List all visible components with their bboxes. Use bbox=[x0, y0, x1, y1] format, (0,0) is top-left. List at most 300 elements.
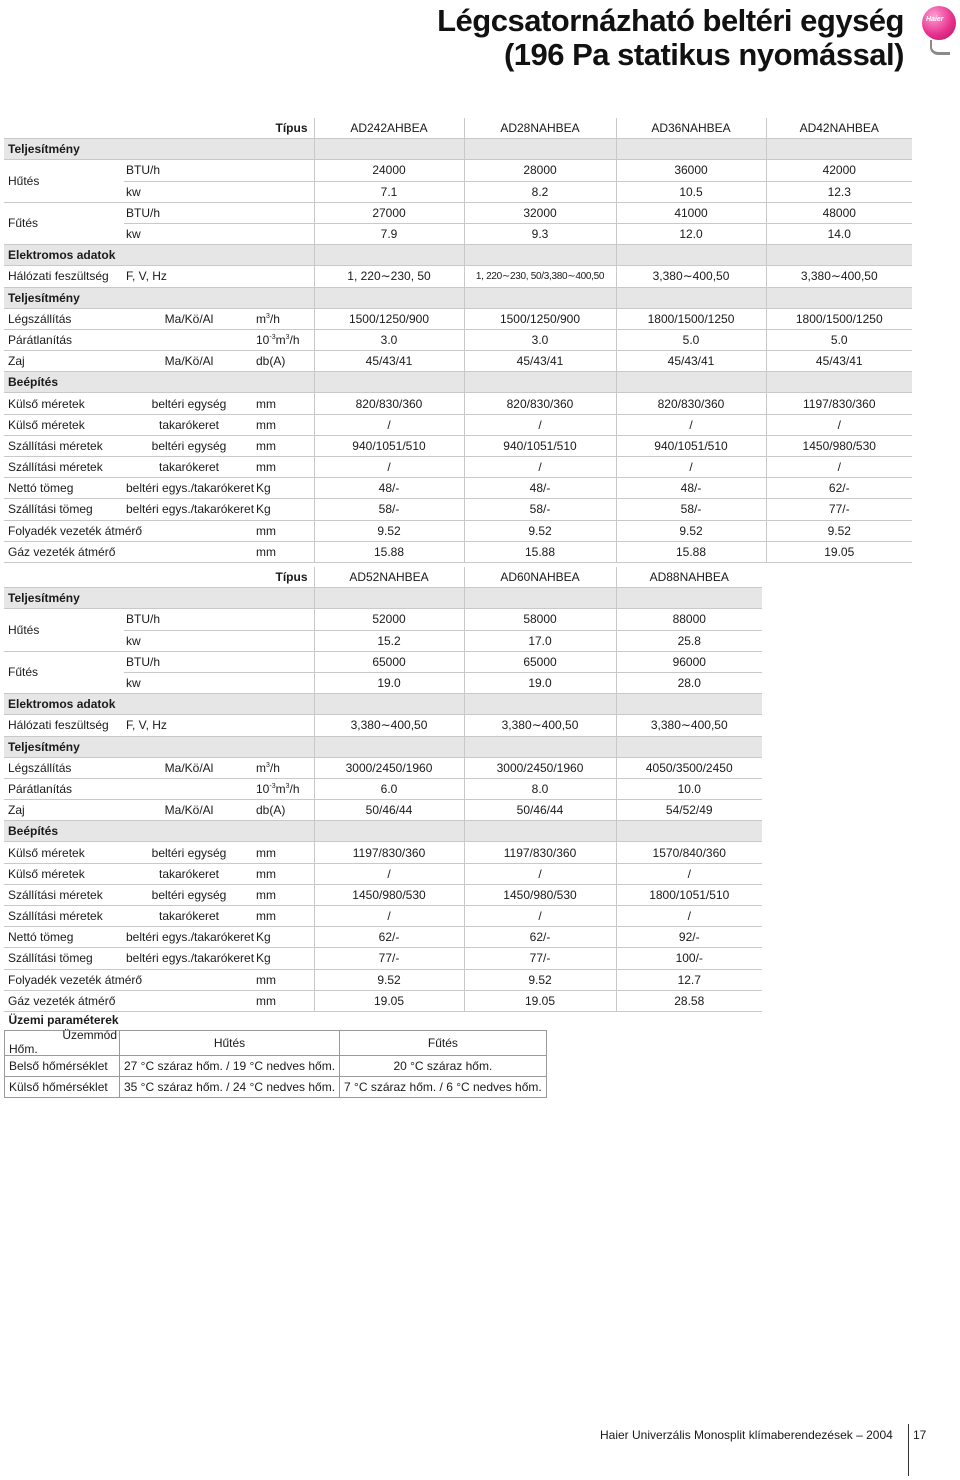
data-row bbox=[4, 906, 762, 927]
section-title: Teljesítmény bbox=[4, 736, 314, 757]
data-row bbox=[4, 757, 762, 778]
unit-part: 10 bbox=[256, 781, 270, 796]
sub-label: Ma/Kö/Al bbox=[124, 800, 254, 821]
value-cell: 77/- bbox=[464, 948, 616, 969]
unit-cell: db(A) bbox=[254, 800, 314, 821]
tipus-label: Típus bbox=[4, 118, 314, 139]
unit-part: 10 bbox=[256, 332, 270, 347]
value-cell: 820/830/360 bbox=[314, 393, 464, 414]
value-cell: 45/43/41 bbox=[314, 351, 464, 372]
value-cell: 17.0 bbox=[464, 630, 616, 651]
sub-label: takarókeret bbox=[124, 457, 254, 478]
sub-label: Ma/Kö/Al bbox=[124, 308, 254, 329]
row-label: Nettó tömeg bbox=[4, 927, 124, 948]
unit-cell: mm bbox=[254, 969, 314, 990]
header-row bbox=[4, 118, 912, 139]
row-label: Külső méretek bbox=[4, 393, 124, 414]
unit-sup: 3 bbox=[266, 761, 270, 769]
row-label: Zaj bbox=[4, 351, 124, 372]
unit-cell: kw bbox=[124, 223, 314, 244]
sub-label: beltéri egység bbox=[124, 842, 254, 863]
value-cell: / bbox=[766, 414, 912, 435]
value-cell: 1500/1250/900 bbox=[464, 308, 616, 329]
value-cell: 19.05 bbox=[766, 541, 912, 562]
value-cell: 36000 bbox=[616, 160, 766, 181]
value-cell: / bbox=[464, 906, 616, 927]
empty-cell bbox=[464, 736, 616, 757]
unit-cell: db(A) bbox=[254, 351, 314, 372]
sub-label: Ma/Kö/Al bbox=[124, 757, 254, 778]
value-cell: 41000 bbox=[616, 202, 766, 223]
unit-sup: 3 bbox=[285, 333, 290, 341]
row-label: Párátlanítás bbox=[4, 778, 254, 799]
unit-cell: mm bbox=[254, 990, 314, 1011]
value-cell: 3.0 bbox=[314, 329, 464, 350]
sub-label: takarókeret bbox=[124, 863, 254, 884]
value-cell: 3,380∼400,50 bbox=[314, 715, 464, 736]
title-line-1: Légcsatornázható beltéri egység bbox=[437, 3, 904, 38]
value-cell: 28.58 bbox=[616, 990, 762, 1011]
value-cell: 96000 bbox=[616, 651, 762, 672]
data-row bbox=[4, 520, 912, 541]
unit-cell: BTU/h bbox=[124, 651, 314, 672]
params-row-futes: 20 °C száraz hőm. bbox=[340, 1056, 547, 1077]
data-row bbox=[4, 351, 912, 372]
value-cell: 9.52 bbox=[766, 520, 912, 541]
section-title: Teljesítmény bbox=[4, 588, 314, 609]
params-row-label: Belső hőmérséklet bbox=[5, 1056, 120, 1077]
value-cell: / bbox=[464, 457, 616, 478]
value-cell: 58000 bbox=[464, 609, 616, 630]
data-row bbox=[4, 778, 762, 799]
spec-table-1 bbox=[4, 118, 912, 563]
value-cell: 65000 bbox=[314, 651, 464, 672]
empty-cell bbox=[464, 372, 616, 393]
value-cell: 62/- bbox=[766, 478, 912, 499]
row-label: Külső méretek bbox=[4, 842, 124, 863]
sub-label: takarókeret bbox=[124, 414, 254, 435]
empty-cell bbox=[314, 287, 464, 308]
value-cell: 9.52 bbox=[314, 520, 464, 541]
unit-cell: kw bbox=[124, 181, 314, 202]
value-cell: 1, 220∼230, 50 bbox=[314, 266, 464, 287]
row-label: Folyadék vezeték átmérő bbox=[4, 520, 254, 541]
data-row bbox=[4, 435, 912, 456]
row-label: Külső méretek bbox=[4, 863, 124, 884]
section-title: Teljesítmény bbox=[4, 139, 314, 160]
row-label: Szállítási tömeg bbox=[4, 499, 124, 520]
row-label: Szállítási méretek bbox=[4, 435, 124, 456]
value-cell: 1450/980/530 bbox=[464, 884, 616, 905]
data-row bbox=[4, 499, 912, 520]
value-cell: 62/- bbox=[314, 927, 464, 948]
value-cell: 9.52 bbox=[616, 520, 766, 541]
empty-cell bbox=[766, 287, 912, 308]
unit-cell: Kg bbox=[254, 927, 314, 948]
unit-sup: -3 bbox=[269, 782, 276, 790]
row-label: Nettó tömeg bbox=[4, 478, 124, 499]
empty-cell bbox=[616, 821, 762, 842]
unit-sup: 3 bbox=[285, 782, 290, 790]
value-cell: 58/- bbox=[314, 499, 464, 520]
sub-label: beltéri egys./takarókeret bbox=[124, 499, 254, 520]
empty-cell bbox=[464, 287, 616, 308]
sub-label: beltéri egys./takarókeret bbox=[124, 948, 254, 969]
empty-cell bbox=[616, 588, 762, 609]
empty-cell bbox=[616, 245, 766, 266]
data-row bbox=[4, 948, 762, 969]
section-title: Teljesítmény bbox=[4, 287, 314, 308]
value-cell: 9.52 bbox=[314, 969, 464, 990]
model-name: AD36NAHBEA bbox=[616, 118, 766, 139]
unit-part: m bbox=[256, 760, 266, 775]
spec-table-2 bbox=[4, 567, 762, 1012]
section-row bbox=[4, 694, 762, 715]
section-row bbox=[4, 139, 912, 160]
row-label: Párátlanítás bbox=[4, 329, 254, 350]
model-name: AD42NAHBEA bbox=[766, 118, 912, 139]
data-row bbox=[4, 329, 912, 350]
empty-cell bbox=[314, 139, 464, 160]
value-cell: 5.0 bbox=[616, 329, 766, 350]
empty-cell bbox=[464, 588, 616, 609]
empty-cell bbox=[314, 736, 464, 757]
unit-cell bbox=[254, 308, 314, 329]
logo-brand-text: Haier bbox=[926, 16, 944, 23]
value-cell: 58/- bbox=[616, 499, 766, 520]
unit-part: m bbox=[275, 781, 286, 796]
value-cell: 940/1051/510 bbox=[464, 435, 616, 456]
unit-cell: kw bbox=[124, 672, 314, 693]
unit-cell: Kg bbox=[254, 948, 314, 969]
sub-label: beltéri egys./takarókeret bbox=[124, 478, 254, 499]
section-title: Beépítés bbox=[4, 372, 314, 393]
empty-cell bbox=[464, 694, 616, 715]
unit-cell: F, V, Hz bbox=[124, 266, 314, 287]
data-row bbox=[4, 541, 912, 562]
sub-label: beltéri egység bbox=[124, 884, 254, 905]
sub-label: beltéri egys./takarókeret bbox=[124, 927, 254, 948]
row-label: Légszállítás bbox=[4, 308, 124, 329]
value-cell: 54/52/49 bbox=[616, 800, 762, 821]
value-cell: 15.2 bbox=[314, 630, 464, 651]
value-cell: 88000 bbox=[616, 609, 762, 630]
row-label: Szállítási tömeg bbox=[4, 948, 124, 969]
params-col-futes: Fűtés bbox=[340, 1031, 547, 1056]
data-row bbox=[4, 863, 762, 884]
value-cell: 92/- bbox=[616, 927, 762, 948]
value-cell: 820/830/360 bbox=[464, 393, 616, 414]
value-cell: 3,380∼400,50 bbox=[616, 715, 762, 736]
section-row bbox=[4, 588, 762, 609]
value-cell: 77/- bbox=[314, 948, 464, 969]
row-label: Zaj bbox=[4, 800, 124, 821]
value-cell: 19.0 bbox=[464, 672, 616, 693]
params-corner-temp: Hőm. bbox=[9, 1042, 38, 1056]
value-cell: 48/- bbox=[464, 478, 616, 499]
value-cell: 1570/840/360 bbox=[616, 842, 762, 863]
value-cell: 1500/1250/900 bbox=[314, 308, 464, 329]
sub-label: takarókeret bbox=[124, 906, 254, 927]
value-cell: 14.0 bbox=[766, 223, 912, 244]
unit-part: /h bbox=[289, 332, 300, 347]
empty-cell bbox=[766, 245, 912, 266]
empty-cell bbox=[464, 821, 616, 842]
value-cell: / bbox=[314, 457, 464, 478]
value-cell: 28.0 bbox=[616, 672, 762, 693]
row-label: Szállítási méretek bbox=[4, 906, 124, 927]
value-cell: 42000 bbox=[766, 160, 912, 181]
section-row bbox=[4, 821, 762, 842]
section-row bbox=[4, 287, 912, 308]
value-cell: / bbox=[766, 457, 912, 478]
value-cell: / bbox=[464, 863, 616, 884]
unit-part: /h bbox=[269, 760, 280, 775]
row-label: Gáz vezeték átmérő bbox=[4, 541, 254, 562]
data-row bbox=[4, 927, 762, 948]
value-cell: 100/- bbox=[616, 948, 762, 969]
value-cell: 32000 bbox=[464, 202, 616, 223]
value-cell: 10.0 bbox=[616, 778, 762, 799]
unit-cell: mm bbox=[254, 884, 314, 905]
unit-cell: mm bbox=[254, 435, 314, 456]
value-cell: 24000 bbox=[314, 160, 464, 181]
row-label: Szállítási méretek bbox=[4, 457, 124, 478]
model-name: AD60NAHBEA bbox=[464, 567, 616, 588]
data-row bbox=[4, 308, 912, 329]
value-cell: / bbox=[314, 906, 464, 927]
value-cell: 3,380∼400,50 bbox=[464, 715, 616, 736]
unit-sup: 3 bbox=[266, 312, 270, 320]
empty-cell bbox=[616, 287, 766, 308]
model-name: AD88NAHBEA bbox=[616, 567, 762, 588]
unit-cell: BTU/h bbox=[124, 202, 314, 223]
value-cell: / bbox=[616, 863, 762, 884]
data-row bbox=[4, 414, 912, 435]
value-cell: 48/- bbox=[314, 478, 464, 499]
unit-cell: mm bbox=[254, 414, 314, 435]
empty-cell bbox=[766, 139, 912, 160]
value-cell: 3,380∼400,50 bbox=[616, 266, 766, 287]
empty-cell bbox=[464, 245, 616, 266]
value-cell: 1197/830/360 bbox=[314, 842, 464, 863]
unit-cell: mm bbox=[254, 842, 314, 863]
empty-cell bbox=[464, 139, 616, 160]
params-row-hutes: 35 °C száraz hőm. / 24 °C nedves hőm. bbox=[120, 1077, 340, 1098]
params-corner-mode: Üzemmód bbox=[62, 1028, 117, 1042]
row-label: Hűtés bbox=[4, 609, 124, 651]
params-row-futes: 7 °C száraz hőm. / 6 °C nedves hőm. bbox=[340, 1077, 547, 1098]
unit-part: m bbox=[256, 311, 266, 326]
value-cell: 52000 bbox=[314, 609, 464, 630]
unit-cell: Kg bbox=[254, 499, 314, 520]
value-cell: / bbox=[464, 414, 616, 435]
data-row bbox=[4, 181, 912, 202]
sub-label: beltéri egység bbox=[124, 393, 254, 414]
model-name: AD242AHBEA bbox=[314, 118, 464, 139]
empty-cell bbox=[314, 694, 464, 715]
row-label: Külső méretek bbox=[4, 414, 124, 435]
value-cell: 12.3 bbox=[766, 181, 912, 202]
value-cell: 28000 bbox=[464, 160, 616, 181]
unit-cell: mm bbox=[254, 457, 314, 478]
data-row bbox=[4, 651, 762, 672]
section-row bbox=[4, 736, 762, 757]
value-cell: 19.05 bbox=[464, 990, 616, 1011]
data-row bbox=[4, 800, 762, 821]
data-row bbox=[4, 609, 762, 630]
unit-cell: mm bbox=[254, 863, 314, 884]
model-name: AD52NAHBEA bbox=[314, 567, 464, 588]
operating-parameters-table bbox=[4, 1010, 547, 1098]
unit-cell: F, V, Hz bbox=[124, 715, 314, 736]
value-cell: 9.52 bbox=[464, 969, 616, 990]
value-cell: 8.0 bbox=[464, 778, 616, 799]
data-row bbox=[4, 884, 762, 905]
value-cell: 3000/2450/1960 bbox=[314, 757, 464, 778]
value-cell: 27000 bbox=[314, 202, 464, 223]
section-row bbox=[4, 245, 912, 266]
value-cell: 77/- bbox=[766, 499, 912, 520]
value-cell: 12.7 bbox=[616, 969, 762, 990]
unit-cell bbox=[254, 778, 314, 799]
unit-part: /h bbox=[289, 781, 300, 796]
page-number: 17 bbox=[913, 1428, 927, 1442]
haier-logo bbox=[914, 4, 958, 56]
data-row bbox=[4, 715, 762, 736]
unit-cell: kw bbox=[124, 630, 314, 651]
data-row bbox=[4, 223, 912, 244]
value-cell: 50/46/44 bbox=[314, 800, 464, 821]
row-label: Hálózati feszültség bbox=[4, 266, 124, 287]
value-cell: 820/830/360 bbox=[616, 393, 766, 414]
value-cell: 19.05 bbox=[314, 990, 464, 1011]
value-cell: 8.2 bbox=[464, 181, 616, 202]
data-row bbox=[4, 202, 912, 223]
sub-label: Ma/Kö/Al bbox=[124, 351, 254, 372]
row-label: Szállítási méretek bbox=[4, 884, 124, 905]
page-title bbox=[437, 4, 904, 72]
value-cell: 1450/980/530 bbox=[766, 435, 912, 456]
row-label: Hálózati feszültség bbox=[4, 715, 124, 736]
data-row bbox=[4, 969, 762, 990]
value-cell: 50/46/44 bbox=[464, 800, 616, 821]
params-corner bbox=[5, 1028, 120, 1056]
value-cell: / bbox=[616, 414, 766, 435]
value-cell: 19.0 bbox=[314, 672, 464, 693]
value-cell: 1197/830/360 bbox=[464, 842, 616, 863]
value-cell: 12.0 bbox=[616, 223, 766, 244]
params-title: Üzemi paraméterek bbox=[5, 1010, 547, 1031]
empty-cell bbox=[766, 372, 912, 393]
empty-cell bbox=[314, 372, 464, 393]
unit-cell: BTU/h bbox=[124, 609, 314, 630]
unit-sup: -3 bbox=[269, 333, 276, 341]
params-col-hutes: Hűtés bbox=[120, 1031, 340, 1056]
params-row-label: Külső hőmérséklet bbox=[5, 1077, 120, 1098]
value-cell: 15.88 bbox=[464, 541, 616, 562]
empty-cell bbox=[616, 139, 766, 160]
unit-cell: mm bbox=[254, 906, 314, 927]
row-label: Légszállítás bbox=[4, 757, 124, 778]
value-cell: 7.9 bbox=[314, 223, 464, 244]
row-label: Fűtés bbox=[4, 651, 124, 693]
value-cell: 58/- bbox=[464, 499, 616, 520]
row-label: Fűtés bbox=[4, 202, 124, 244]
data-row bbox=[4, 478, 912, 499]
value-cell: 1, 220∼230, 50/3,380∼400,50 bbox=[464, 266, 616, 287]
value-cell: 1450/980/530 bbox=[314, 884, 464, 905]
value-cell: 4050/3500/2450 bbox=[616, 757, 762, 778]
data-row bbox=[4, 160, 912, 181]
unit-cell: mm bbox=[254, 541, 314, 562]
value-cell: 5.0 bbox=[766, 329, 912, 350]
sub-label: beltéri egység bbox=[124, 435, 254, 456]
value-cell: 7.1 bbox=[314, 181, 464, 202]
data-row bbox=[4, 266, 912, 287]
params-row-hutes: 27 °C száraz hőm. / 19 °C nedves hőm. bbox=[120, 1056, 340, 1077]
empty-cell bbox=[616, 736, 762, 757]
unit-part: m bbox=[275, 332, 286, 347]
tipus-label: Típus bbox=[4, 567, 314, 588]
unit-cell: mm bbox=[254, 393, 314, 414]
value-cell: 65000 bbox=[464, 651, 616, 672]
footer-separator bbox=[908, 1424, 909, 1476]
value-cell: 940/1051/510 bbox=[616, 435, 766, 456]
value-cell: 10.5 bbox=[616, 181, 766, 202]
value-cell: 6.0 bbox=[314, 778, 464, 799]
row-label: Folyadék vezeték átmérő bbox=[4, 969, 254, 990]
unit-cell: Kg bbox=[254, 478, 314, 499]
value-cell: 15.88 bbox=[314, 541, 464, 562]
empty-cell bbox=[616, 372, 766, 393]
empty-cell bbox=[314, 245, 464, 266]
footer-text: Haier Univerzális Monosplit klímaberendezések – 2004 bbox=[600, 1428, 893, 1442]
empty-cell bbox=[616, 694, 762, 715]
data-row bbox=[4, 842, 762, 863]
empty-cell bbox=[314, 821, 464, 842]
value-cell: / bbox=[314, 863, 464, 884]
value-cell: 62/- bbox=[464, 927, 616, 948]
value-cell: 48/- bbox=[616, 478, 766, 499]
data-row bbox=[4, 393, 912, 414]
value-cell: / bbox=[616, 457, 766, 478]
header-row bbox=[4, 567, 762, 588]
data-row bbox=[4, 990, 762, 1011]
section-title: Elektromos adatok bbox=[4, 694, 314, 715]
row-label: Gáz vezeték átmérő bbox=[4, 990, 254, 1011]
unit-cell: BTU/h bbox=[124, 160, 314, 181]
section-title: Elektromos adatok bbox=[4, 245, 314, 266]
data-row bbox=[4, 457, 912, 478]
value-cell: 45/43/41 bbox=[766, 351, 912, 372]
value-cell: 45/43/41 bbox=[616, 351, 766, 372]
value-cell: 9.52 bbox=[464, 520, 616, 541]
value-cell: 1800/1051/510 bbox=[616, 884, 762, 905]
unit-cell: mm bbox=[254, 520, 314, 541]
unit-cell bbox=[254, 329, 314, 350]
row-label: Hűtés bbox=[4, 160, 124, 202]
value-cell: 45/43/41 bbox=[464, 351, 616, 372]
value-cell: 1800/1500/1250 bbox=[766, 308, 912, 329]
title-line-2: (196 Pa statikus nyomással) bbox=[503, 37, 904, 72]
value-cell: 3000/2450/1960 bbox=[464, 757, 616, 778]
empty-cell bbox=[314, 588, 464, 609]
logo-globe-icon bbox=[922, 6, 956, 40]
value-cell: 3,380∼400,50 bbox=[766, 266, 912, 287]
unit-part: /h bbox=[269, 311, 280, 326]
value-cell: / bbox=[314, 414, 464, 435]
